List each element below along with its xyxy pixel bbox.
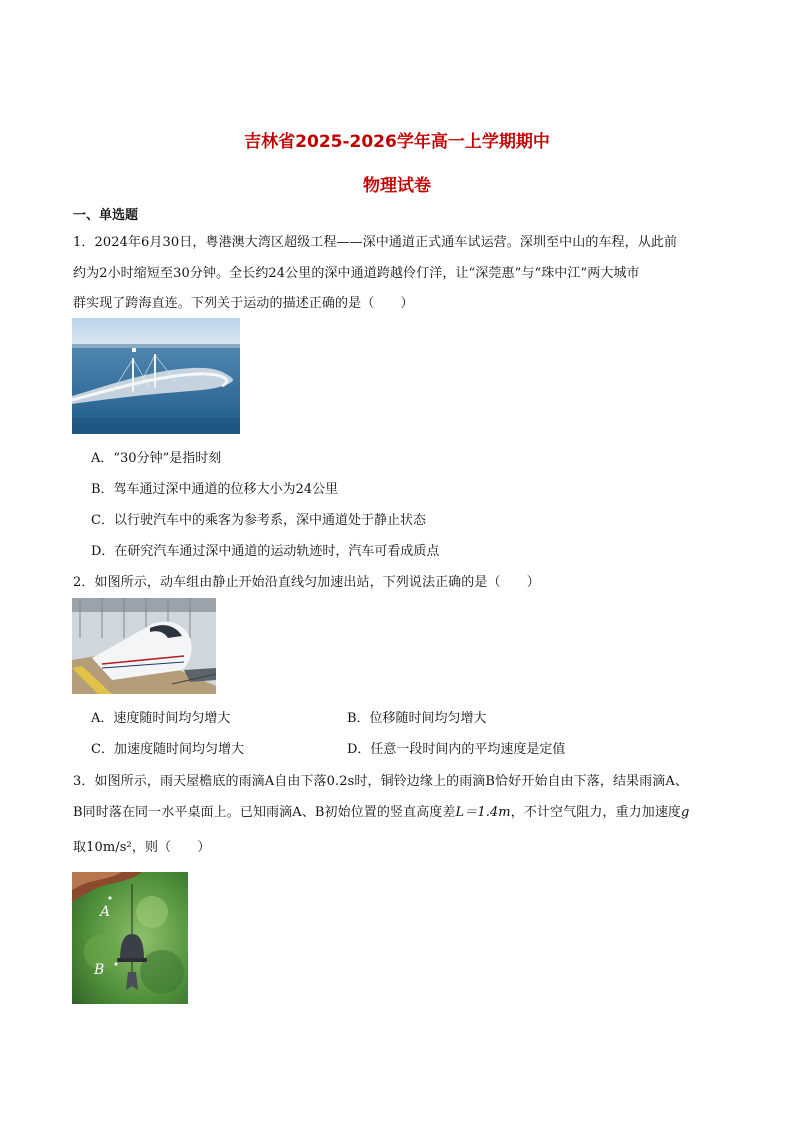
question-3-text-line-3-start: 取 (73, 840, 87, 855)
question-3-text-line-3 (73, 836, 210, 855)
wind-chime-photo (72, 872, 188, 1004)
question-1-option-d: D．在研究汽车通过深中通道的运动轨迹时，汽车可看成质点 (91, 544, 440, 559)
bridge-photo (72, 318, 240, 434)
question-2-option-c: C．加速度随时间均匀增大 (91, 742, 244, 757)
gravity-symbol: g (681, 805, 690, 820)
train-photo (72, 598, 216, 694)
question-3-text-line-1: 3．如图所示，雨天屋檐底的雨滴A自由下落0.2s时，铜铃边缘上的雨滴B恰好开始自由下落，结果雨滴A、 (73, 774, 688, 789)
question-2-text-line-1: 2．如图所示，动车组由静止开始沿直线匀加速出站，下列说法正确的是（ ） (73, 575, 540, 590)
question-2-option-b: B．位移随时间均匀增大 (347, 711, 487, 726)
question-2-option-d: D．任意一段时间内的平均速度是定值 (347, 742, 566, 757)
section-heading: 一、单选题 (73, 208, 139, 223)
question-3-text-line-2 (73, 801, 689, 820)
question-1-option-c: C．以行驶汽车中的乘客为参考系，深中通道处于静止状态 (91, 513, 426, 528)
question-1-option-b: B．驾车通过深中通道的位移大小为24公里 (91, 482, 339, 497)
raindrop-a-label: A (100, 904, 111, 920)
question-3-text-line-2-start: B同时落在同一水平桌面上。已知雨滴A、B初始位置的竖直高度差 (73, 805, 456, 820)
question-2-option-a: A．速度随时间均匀增大 (91, 711, 231, 726)
gravity-value: 10m/s² (86, 840, 132, 855)
raindrop-b-label: B (94, 962, 105, 978)
question-3-text-line-3-end: ，则（ ） (131, 840, 211, 855)
height-difference-formula: L＝1.4m (455, 805, 511, 820)
question-1-option-a: A．“30分钟”是指时刻 (91, 451, 222, 466)
page-title: 吉林省2025-2026学年高一上学期期中 (244, 132, 550, 152)
page-subtitle: 物理试卷 (363, 176, 431, 196)
question-1-text-line-1: 1．2024年6月30日，粤港澳大湾区超级工程——深中通道正式通车试运营。深圳至中山的车程，从此前 (73, 235, 678, 250)
question-3-text-line-2-middle: ，不计空气阻力，重力加速度 (510, 805, 682, 820)
question-1-text-line-3: 群实现了跨海直连。下列关于运动的描述正确的是（ ） (73, 296, 414, 311)
question-1-text-line-2: 约为2小时缩短至30分钟。全长约24公里的深中通道跨越伶仃洋，让“深莞惠”与“珠中江”两大城市 (73, 266, 640, 281)
